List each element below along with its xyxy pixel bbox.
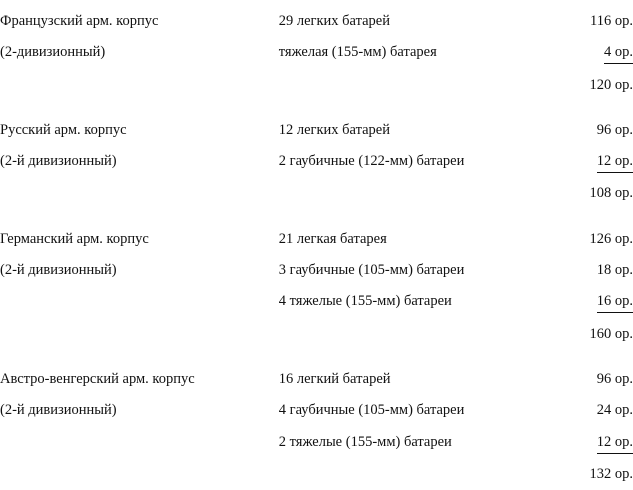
cell-unit-name: Австро-венгерский арм. корпус (0, 370, 195, 387)
cell-gun-count: 96 ор. (596, 370, 633, 387)
artillery-table (0, 6, 633, 490)
cell-gun-total: 132 ор. (589, 465, 633, 482)
table-row-total (0, 177, 633, 209)
cell-gun-count (520, 146, 633, 177)
cell-gun-count: 24 ор. (596, 402, 633, 419)
cell-gun-count (520, 427, 633, 458)
spacer-cell (0, 350, 633, 364)
cell-unit-name: Германский арм. корпус (0, 230, 149, 247)
cell-unit-name (0, 318, 279, 350)
artillery-table-body (0, 6, 633, 490)
cell-unit-name: Французский арм. корпус (0, 13, 159, 29)
cell-gun-count (520, 286, 633, 317)
gun-count-underlined: 12 ор. (597, 432, 633, 454)
cell-gun-total: 120 ор. (589, 76, 633, 93)
spacer-cell (0, 101, 633, 115)
table-row-total (0, 458, 633, 490)
cell-unit-name (0, 427, 279, 458)
cell-battery-description: 12 легких батарей (278, 121, 391, 138)
cell-unit-name: (2-дивизионный) (0, 44, 106, 61)
table-row (0, 37, 633, 68)
cell-unit-name (0, 177, 279, 209)
cell-gun-count: 18 ор. (596, 262, 633, 279)
cell-unit-name (0, 286, 279, 317)
cell-battery-description: 3 гаубичные (105-мм) батареи (278, 262, 465, 279)
table-row (0, 115, 633, 146)
table-row (0, 286, 633, 317)
table-row (0, 255, 633, 286)
gun-count-underlined: 12 ор. (597, 151, 633, 173)
table-row-spacer (0, 210, 633, 224)
cell-gun-total: 108 ор. (589, 185, 633, 202)
cell-battery-description (279, 177, 521, 209)
cell-battery-description: 29 легких батарей (278, 13, 391, 29)
table-row (0, 427, 633, 458)
cell-battery-description: 16 легкий батарей (278, 370, 391, 387)
cell-unit-name: (2-й дивизионный) (0, 402, 117, 419)
cell-battery-description: тяжелая (155-мм) батарея (278, 44, 437, 61)
cell-battery-description (279, 458, 521, 490)
gun-count-underlined: 4 ор. (604, 42, 633, 64)
cell-gun-total: 160 ор. (589, 325, 633, 342)
cell-unit-name: (2-й дивизионный) (0, 262, 117, 279)
cell-gun-count: 96 ор. (596, 121, 633, 138)
table-row-total (0, 69, 633, 101)
cell-battery-description: 4 тяжелые (155-мм) батареи (278, 293, 452, 310)
table-row (0, 224, 633, 255)
cell-battery-description: 4 гаубичные (105-мм) батареи (278, 402, 465, 419)
cell-unit-name (0, 458, 279, 490)
cell-unit-name (0, 69, 279, 101)
table-row-spacer (0, 101, 633, 115)
cell-unit-name: Русский арм. корпус (0, 121, 127, 138)
cell-battery-description: 2 тяжелые (155-мм) батареи (278, 433, 452, 450)
table-row (0, 6, 633, 37)
gun-count-underlined: 16 ор. (597, 291, 633, 313)
cell-gun-count (520, 37, 633, 68)
table-row-spacer (0, 350, 633, 364)
cell-gun-count: 126 ор. (589, 230, 633, 247)
table-row-total (0, 318, 633, 350)
cell-battery-description: 2 гаубичные (122-мм) батареи (278, 153, 465, 170)
cell-battery-description (279, 318, 521, 350)
cell-gun-count: 116 ор. (590, 13, 633, 29)
spacer-cell (0, 210, 633, 224)
table-row (0, 146, 633, 177)
table-row (0, 395, 633, 426)
table-row (0, 364, 633, 395)
cell-unit-name: (2-й дивизионный) (0, 153, 117, 170)
cell-battery-description: 21 легкая батарея (278, 230, 387, 247)
cell-battery-description (279, 69, 521, 101)
